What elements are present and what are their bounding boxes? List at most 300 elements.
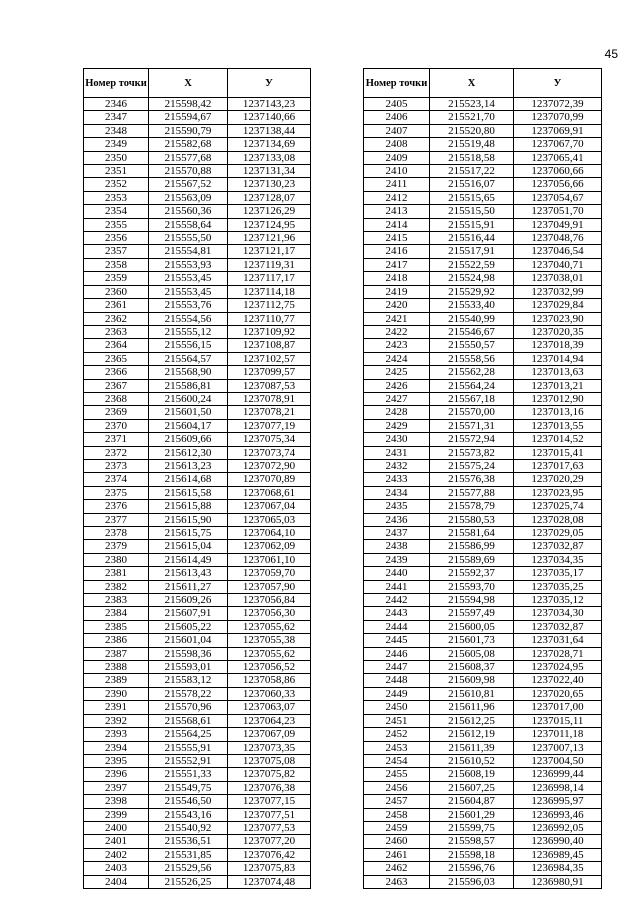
- table-row: [84, 178, 311, 191]
- point-number-cell: 2416: [364, 245, 430, 258]
- table-row: [364, 312, 602, 325]
- y-coordinate-cell: 1237057,90: [228, 580, 311, 593]
- x-coordinate-cell: 215521,70: [430, 111, 514, 124]
- x-coordinate-cell: 215576,38: [430, 473, 514, 486]
- table-row: [364, 299, 602, 312]
- table-row: [364, 768, 602, 781]
- y-coordinate-cell: 1236993,46: [514, 808, 602, 821]
- point-number-cell: 2435: [364, 500, 430, 513]
- y-coordinate-cell: 1237018,39: [514, 339, 602, 352]
- table-row: [84, 768, 311, 781]
- point-number-cell: 2442: [364, 594, 430, 607]
- x-coordinate-cell: 215573,82: [430, 446, 514, 459]
- x-coordinate-cell: 215519,48: [430, 138, 514, 151]
- point-number-cell: 2396: [84, 768, 149, 781]
- table-row: [364, 741, 602, 754]
- x-coordinate-cell: 215555,50: [149, 232, 228, 245]
- table-row: [84, 366, 311, 379]
- point-number-cell: 2454: [364, 754, 430, 767]
- x-coordinate-cell: 215549,75: [149, 781, 228, 794]
- table-row: [364, 620, 602, 633]
- x-coordinate-cell: 215604,87: [430, 795, 514, 808]
- point-number-cell: 2377: [84, 513, 149, 526]
- y-coordinate-cell: 1237028,08: [514, 513, 602, 526]
- y-coordinate-cell: 1237072,39: [514, 98, 602, 111]
- y-coordinate-cell: 1237028,71: [514, 647, 602, 660]
- point-number-cell: 2462: [364, 862, 430, 875]
- y-coordinate-cell: 1237013,63: [514, 366, 602, 379]
- table-row: [364, 258, 602, 271]
- point-number-cell: 2445: [364, 634, 430, 647]
- x-coordinate-cell: 215611,39: [430, 741, 514, 754]
- x-coordinate-cell: 215577,68: [149, 151, 228, 164]
- x-coordinate-cell: 215515,50: [430, 205, 514, 218]
- x-coordinate-cell: 215558,56: [430, 352, 514, 365]
- table-row: [84, 473, 311, 486]
- table-row: [364, 567, 602, 580]
- y-coordinate-cell: 1237007,13: [514, 741, 602, 754]
- x-coordinate-cell: 215550,57: [430, 339, 514, 352]
- y-coordinate-cell: 1237012,90: [514, 392, 602, 405]
- y-coordinate-cell: 1237029,05: [514, 527, 602, 540]
- x-coordinate-cell: 215553,45: [149, 272, 228, 285]
- table-row: [364, 473, 602, 486]
- x-coordinate-cell: 215554,81: [149, 245, 228, 258]
- table-row: [84, 272, 311, 285]
- y-coordinate-cell: 1237109,92: [228, 325, 311, 338]
- table-row: [84, 607, 311, 620]
- table-row: [84, 781, 311, 794]
- table-row: [84, 325, 311, 338]
- point-number-cell: 2402: [84, 848, 149, 861]
- table-row: [84, 191, 311, 204]
- x-coordinate-cell: 215594,98: [430, 594, 514, 607]
- x-coordinate-cell: 215564,25: [149, 728, 228, 741]
- x-coordinate-cell: 215553,93: [149, 258, 228, 271]
- y-coordinate-cell: 1237124,95: [228, 218, 311, 231]
- point-number-cell: 2452: [364, 728, 430, 741]
- x-coordinate-cell: 215614,68: [149, 473, 228, 486]
- x-coordinate-cell: 215572,94: [430, 433, 514, 446]
- point-number-cell: 2411: [364, 178, 430, 191]
- x-coordinate-cell: 215578,22: [149, 687, 228, 700]
- y-coordinate-cell: 1237075,83: [228, 862, 311, 875]
- x-coordinate-cell: 215567,18: [430, 392, 514, 405]
- point-number-cell: 2394: [84, 741, 149, 754]
- y-coordinate-cell: 1237011,18: [514, 728, 602, 741]
- point-number-cell: 2397: [84, 781, 149, 794]
- point-number-cell: 2430: [364, 433, 430, 446]
- point-number-cell: 2432: [364, 459, 430, 472]
- x-coordinate-cell: 215615,04: [149, 540, 228, 553]
- point-number-cell: 2346: [84, 98, 149, 111]
- point-number-cell: 2355: [84, 218, 149, 231]
- y-coordinate-cell: 1237040,71: [514, 258, 602, 271]
- x-coordinate-cell: 215568,90: [149, 366, 228, 379]
- point-number-cell: 2441: [364, 580, 430, 593]
- y-coordinate-cell: 1236995,97: [514, 795, 602, 808]
- y-coordinate-cell: 1237038,01: [514, 272, 602, 285]
- y-coordinate-cell: 1237130,23: [228, 178, 311, 191]
- y-coordinate-cell: 1237013,21: [514, 379, 602, 392]
- y-coordinate-cell: 1237065,41: [514, 151, 602, 164]
- header-y: У: [228, 69, 311, 98]
- point-number-cell: 2428: [364, 406, 430, 419]
- x-coordinate-cell: 215601,73: [430, 634, 514, 647]
- x-coordinate-cell: 215555,91: [149, 741, 228, 754]
- y-coordinate-cell: 1237056,30: [228, 607, 311, 620]
- y-coordinate-cell: 1237065,03: [228, 513, 311, 526]
- table-row: [84, 741, 311, 754]
- x-coordinate-cell: 215562,28: [430, 366, 514, 379]
- point-number-cell: 2371: [84, 433, 149, 446]
- table-row: [84, 392, 311, 405]
- x-coordinate-cell: 215529,56: [149, 862, 228, 875]
- y-coordinate-cell: 1236989,45: [514, 848, 602, 861]
- point-number-cell: 2443: [364, 607, 430, 620]
- y-coordinate-cell: 1237048,76: [514, 232, 602, 245]
- y-coordinate-cell: 1237020,65: [514, 687, 602, 700]
- coordinates-table-left: [83, 68, 311, 889]
- y-coordinate-cell: 1237069,91: [514, 124, 602, 137]
- point-number-cell: 2387: [84, 647, 149, 660]
- point-number-cell: 2386: [84, 634, 149, 647]
- y-coordinate-cell: 1237075,08: [228, 754, 311, 767]
- x-coordinate-cell: 215564,57: [149, 352, 228, 365]
- point-number-cell: 2353: [84, 191, 149, 204]
- table-row: [84, 620, 311, 633]
- y-coordinate-cell: 1237059,70: [228, 567, 311, 580]
- table-row: [364, 687, 602, 700]
- x-coordinate-cell: 215612,30: [149, 446, 228, 459]
- y-coordinate-cell: 1237023,90: [514, 312, 602, 325]
- y-coordinate-cell: 1236999,44: [514, 768, 602, 781]
- table-row: [364, 285, 602, 298]
- y-coordinate-cell: 1237063,07: [228, 701, 311, 714]
- table-row: [364, 754, 602, 767]
- point-number-cell: 2412: [364, 191, 430, 204]
- point-number-cell: 2349: [84, 138, 149, 151]
- table-row: [84, 540, 311, 553]
- table-row: [364, 634, 602, 647]
- y-coordinate-cell: 1237087,53: [228, 379, 311, 392]
- point-number-cell: 2385: [84, 620, 149, 633]
- y-coordinate-cell: 1237034,35: [514, 553, 602, 566]
- table-row: [364, 795, 602, 808]
- point-number-cell: 2395: [84, 754, 149, 767]
- x-coordinate-cell: 215596,03: [430, 875, 514, 888]
- y-coordinate-cell: 1237004,50: [514, 754, 602, 767]
- x-coordinate-cell: 215517,22: [430, 165, 514, 178]
- table-row: [84, 795, 311, 808]
- point-number-cell: 2390: [84, 687, 149, 700]
- table-row: [364, 647, 602, 660]
- table-row: [84, 486, 311, 499]
- y-coordinate-cell: 1237076,42: [228, 848, 311, 861]
- table-row: [84, 352, 311, 365]
- y-coordinate-cell: 1237056,52: [228, 661, 311, 674]
- x-coordinate-cell: 215608,37: [430, 661, 514, 674]
- y-coordinate-cell: 1237070,99: [514, 111, 602, 124]
- y-coordinate-cell: 1237067,09: [228, 728, 311, 741]
- y-coordinate-cell: 1237035,12: [514, 594, 602, 607]
- x-coordinate-cell: 215610,81: [430, 687, 514, 700]
- table-row: [84, 714, 311, 727]
- point-number-cell: 2373: [84, 459, 149, 472]
- point-number-cell: 2457: [364, 795, 430, 808]
- table-row: [84, 258, 311, 271]
- x-coordinate-cell: 215609,98: [430, 674, 514, 687]
- x-coordinate-cell: 215533,40: [430, 299, 514, 312]
- x-coordinate-cell: 215598,18: [430, 848, 514, 861]
- x-coordinate-cell: 215529,92: [430, 285, 514, 298]
- table-row: [364, 272, 602, 285]
- x-coordinate-cell: 215518,58: [430, 151, 514, 164]
- y-coordinate-cell: 1237017,00: [514, 701, 602, 714]
- point-number-cell: 2378: [84, 527, 149, 540]
- x-coordinate-cell: 215571,31: [430, 419, 514, 432]
- y-coordinate-cell: 1237051,70: [514, 205, 602, 218]
- point-number-cell: 2458: [364, 808, 430, 821]
- table-row: [84, 419, 311, 432]
- y-coordinate-cell: 1237067,04: [228, 500, 311, 513]
- x-coordinate-cell: 215598,42: [149, 98, 228, 111]
- point-number-cell: 2434: [364, 486, 430, 499]
- x-coordinate-cell: 215604,17: [149, 419, 228, 432]
- table-row: [364, 205, 602, 218]
- x-coordinate-cell: 215590,79: [149, 124, 228, 137]
- point-number-cell: 2450: [364, 701, 430, 714]
- point-number-cell: 2379: [84, 540, 149, 553]
- point-number-cell: 2347: [84, 111, 149, 124]
- table-row: [364, 875, 602, 888]
- table-row: [84, 124, 311, 137]
- point-number-cell: 2359: [84, 272, 149, 285]
- point-number-cell: 2358: [84, 258, 149, 271]
- point-number-cell: 2426: [364, 379, 430, 392]
- table-row: [84, 835, 311, 848]
- point-number-cell: 2401: [84, 835, 149, 848]
- y-coordinate-cell: 1237121,17: [228, 245, 311, 258]
- table-row: [84, 527, 311, 540]
- point-number-cell: 2383: [84, 594, 149, 607]
- point-number-cell: 2348: [84, 124, 149, 137]
- x-coordinate-cell: 215598,57: [430, 835, 514, 848]
- x-coordinate-cell: 215516,07: [430, 178, 514, 191]
- table-body-right: [364, 98, 602, 889]
- table-row: [84, 687, 311, 700]
- x-coordinate-cell: 215596,76: [430, 862, 514, 875]
- point-number-cell: 2391: [84, 701, 149, 714]
- y-coordinate-cell: 1237075,82: [228, 768, 311, 781]
- x-coordinate-cell: 215614,49: [149, 553, 228, 566]
- table-row: [364, 232, 602, 245]
- y-coordinate-cell: 1236980,91: [514, 875, 602, 888]
- point-number-cell: 2374: [84, 473, 149, 486]
- x-coordinate-cell: 215594,67: [149, 111, 228, 124]
- y-coordinate-cell: 1237078,21: [228, 406, 311, 419]
- point-number-cell: 2403: [84, 862, 149, 875]
- point-number-cell: 2370: [84, 419, 149, 432]
- point-number-cell: 2413: [364, 205, 430, 218]
- x-coordinate-cell: 215598,36: [149, 647, 228, 660]
- table-row: [364, 392, 602, 405]
- x-coordinate-cell: 215556,15: [149, 339, 228, 352]
- y-coordinate-cell: 1237072,90: [228, 459, 311, 472]
- point-number-cell: 2431: [364, 446, 430, 459]
- y-coordinate-cell: 1237046,54: [514, 245, 602, 258]
- x-coordinate-cell: 215553,76: [149, 299, 228, 312]
- x-coordinate-cell: 215615,75: [149, 527, 228, 540]
- table-row: [364, 808, 602, 821]
- table-row: [84, 218, 311, 231]
- y-coordinate-cell: 1237074,48: [228, 875, 311, 888]
- x-coordinate-cell: 215611,27: [149, 580, 228, 593]
- point-number-cell: 2375: [84, 486, 149, 499]
- table-row: [84, 594, 311, 607]
- table-row: [364, 513, 602, 526]
- y-coordinate-cell: 1237034,30: [514, 607, 602, 620]
- point-number-cell: 2438: [364, 540, 430, 553]
- point-number-cell: 2362: [84, 312, 149, 325]
- point-number-cell: 2400: [84, 821, 149, 834]
- point-number-cell: 2440: [364, 567, 430, 580]
- table-row: [364, 661, 602, 674]
- table-row: [84, 165, 311, 178]
- x-coordinate-cell: 215615,90: [149, 513, 228, 526]
- y-coordinate-cell: 1237024,95: [514, 661, 602, 674]
- point-number-cell: 2404: [84, 875, 149, 888]
- x-coordinate-cell: 215551,33: [149, 768, 228, 781]
- y-coordinate-cell: 1237013,16: [514, 406, 602, 419]
- table-row: [364, 379, 602, 392]
- table-row: [364, 245, 602, 258]
- y-coordinate-cell: 1237035,17: [514, 567, 602, 580]
- point-number-cell: 2421: [364, 312, 430, 325]
- y-coordinate-cell: 1237102,57: [228, 352, 311, 365]
- table-row: [364, 527, 602, 540]
- point-number-cell: 2448: [364, 674, 430, 687]
- table-row: [364, 701, 602, 714]
- x-coordinate-cell: 215536,51: [149, 835, 228, 848]
- table-row: [84, 580, 311, 593]
- x-coordinate-cell: 215575,24: [430, 459, 514, 472]
- point-number-cell: 2433: [364, 473, 430, 486]
- x-coordinate-cell: 215546,67: [430, 325, 514, 338]
- x-coordinate-cell: 215540,99: [430, 312, 514, 325]
- x-coordinate-cell: 215612,25: [430, 714, 514, 727]
- table-row: [364, 821, 602, 834]
- table-row: [364, 862, 602, 875]
- point-number-cell: 2436: [364, 513, 430, 526]
- table-row: [84, 446, 311, 459]
- x-coordinate-cell: 215570,00: [430, 406, 514, 419]
- y-coordinate-cell: 1237110,77: [228, 312, 311, 325]
- y-coordinate-cell: 1237064,23: [228, 714, 311, 727]
- y-coordinate-cell: 1237014,94: [514, 352, 602, 365]
- point-number-cell: 2414: [364, 218, 430, 231]
- table-row: [364, 419, 602, 432]
- point-number-cell: 2425: [364, 366, 430, 379]
- x-coordinate-cell: 215601,50: [149, 406, 228, 419]
- point-number-cell: 2415: [364, 232, 430, 245]
- point-number-cell: 2367: [84, 379, 149, 392]
- point-number-cell: 2427: [364, 392, 430, 405]
- table-row: [84, 379, 311, 392]
- x-coordinate-cell: 215515,65: [430, 191, 514, 204]
- point-number-cell: 2405: [364, 98, 430, 111]
- y-coordinate-cell: 1237058,86: [228, 674, 311, 687]
- y-coordinate-cell: 1237056,84: [228, 594, 311, 607]
- table-row: [364, 339, 602, 352]
- y-coordinate-cell: 1237112,75: [228, 299, 311, 312]
- table-row: [84, 728, 311, 741]
- y-coordinate-cell: 1237073,35: [228, 741, 311, 754]
- x-coordinate-cell: 215515,91: [430, 218, 514, 231]
- table-row: [364, 218, 602, 231]
- x-coordinate-cell: 215599,75: [430, 821, 514, 834]
- x-coordinate-cell: 215582,68: [149, 138, 228, 151]
- table-row: [364, 191, 602, 204]
- y-coordinate-cell: 1236984,35: [514, 862, 602, 875]
- point-number-cell: 2446: [364, 647, 430, 660]
- table-row: [364, 835, 602, 848]
- table-row: [364, 366, 602, 379]
- page-number: 45: [604, 47, 618, 61]
- x-coordinate-cell: 215600,24: [149, 392, 228, 405]
- table-row: [84, 674, 311, 687]
- point-number-cell: 2451: [364, 714, 430, 727]
- x-coordinate-cell: 215517,91: [430, 245, 514, 258]
- x-coordinate-cell: 215563,09: [149, 191, 228, 204]
- y-coordinate-cell: 1237054,67: [514, 191, 602, 204]
- y-coordinate-cell: 1237138,44: [228, 124, 311, 137]
- point-number-cell: 2418: [364, 272, 430, 285]
- x-coordinate-cell: 215522,59: [430, 258, 514, 271]
- table-row: [84, 111, 311, 124]
- table-row: [84, 98, 311, 111]
- coordinates-table-right: [363, 68, 602, 889]
- table-row: [84, 285, 311, 298]
- x-coordinate-cell: 215586,99: [430, 540, 514, 553]
- table-header-row: [84, 69, 311, 98]
- point-number-cell: 2389: [84, 674, 149, 687]
- y-coordinate-cell: 1237108,87: [228, 339, 311, 352]
- point-number-cell: 2460: [364, 835, 430, 848]
- y-coordinate-cell: 1237070,89: [228, 473, 311, 486]
- point-number-cell: 2381: [84, 567, 149, 580]
- table-row: [84, 406, 311, 419]
- table-row: [84, 701, 311, 714]
- table-row: [364, 433, 602, 446]
- table-row: [364, 98, 602, 111]
- x-coordinate-cell: 215605,08: [430, 647, 514, 660]
- point-number-cell: 2366: [84, 366, 149, 379]
- y-coordinate-cell: 1237060,66: [514, 165, 602, 178]
- table-row: [84, 754, 311, 767]
- y-coordinate-cell: 1237121,96: [228, 232, 311, 245]
- point-number-cell: 2356: [84, 232, 149, 245]
- point-number-cell: 2424: [364, 352, 430, 365]
- x-coordinate-cell: 215568,61: [149, 714, 228, 727]
- point-number-cell: 2392: [84, 714, 149, 727]
- x-coordinate-cell: 215570,88: [149, 165, 228, 178]
- table-row: [84, 151, 311, 164]
- x-coordinate-cell: 215558,64: [149, 218, 228, 231]
- x-coordinate-cell: 215526,25: [149, 875, 228, 888]
- y-coordinate-cell: 1237014,52: [514, 433, 602, 446]
- y-coordinate-cell: 1236998,14: [514, 781, 602, 794]
